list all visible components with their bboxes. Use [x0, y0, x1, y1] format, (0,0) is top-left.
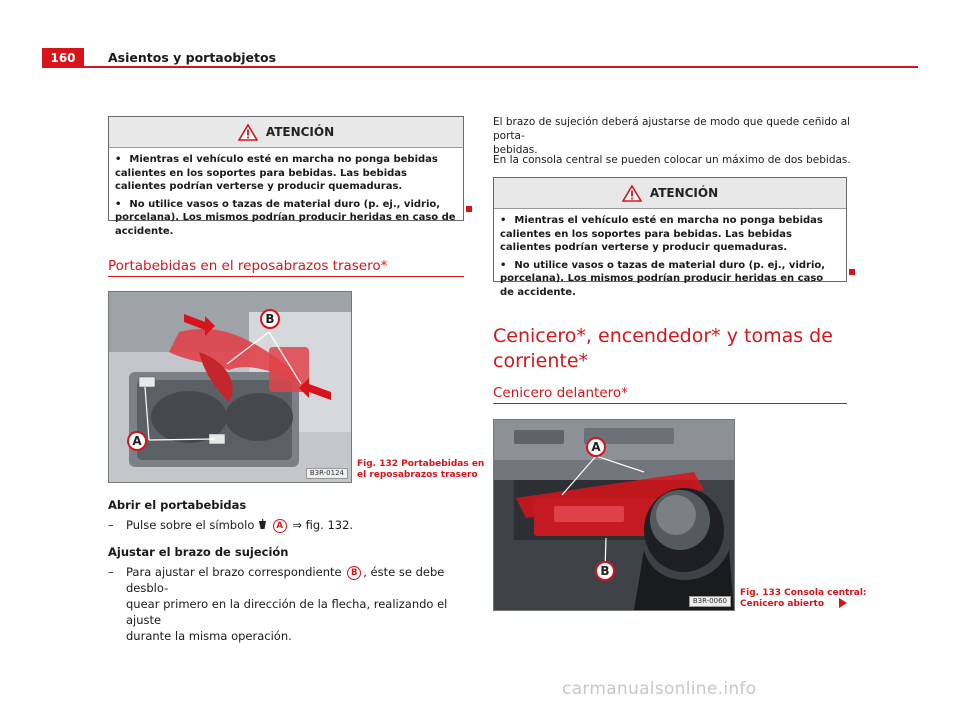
warning-body — [109, 148, 463, 246]
warning-box-right — [493, 177, 847, 298]
cupholder-illustration — [109, 292, 351, 482]
callout-b: B — [260, 309, 280, 329]
section-rule — [493, 403, 847, 404]
step-adjust-arm: – Para ajustar el brazo correspondiente B , éste se debe desblo- quear primero en la dirección de la flecha, realizando el ajuste durante la misma operación. — [108, 565, 448, 643]
warning-box-left — [108, 116, 464, 237]
cupholder-symbol-icon — [258, 519, 267, 530]
section-title-front-ashtray: Cenicero delantero* — [493, 385, 628, 401]
intro-paragraph-2: En la consola central se pueden colocar un máximo de dos bebidas. — [493, 154, 851, 166]
warning-title: ATENCIÓN — [649, 186, 719, 200]
step-open-holder: – Pulse sobre el símbolo A ⇒ fig. 132. — [108, 518, 354, 532]
end-marker-square — [849, 269, 855, 275]
page-number: 160 — [42, 48, 84, 68]
warning-header — [494, 178, 846, 209]
figure-code: B3R-0124 — [306, 468, 348, 479]
callout-b: B — [595, 561, 615, 581]
continue-arrow-icon — [839, 598, 847, 608]
callout-a: A — [586, 437, 606, 457]
figure-code: B3R-0060 — [689, 596, 731, 607]
warning-triangle-icon — [622, 185, 642, 202]
warning-title: ATENCIÓN — [265, 125, 335, 139]
ashtray-illustration — [494, 420, 734, 610]
section-title-rear-cupholder: Portabebidas en el reposabrazos trasero* — [108, 258, 388, 274]
callout-a: A — [127, 431, 147, 451]
dash: – — [108, 565, 114, 579]
subheading-open-holder: Abrir el portabebidas — [108, 498, 247, 512]
warning-item: • Mientras el vehículo esté en marcha no ponga bebidas calientes en los soportes para bebidas. Las bebidas calientes podrían verterse y producir quemaduras. — [115, 154, 438, 192]
subheading-adjust-arm: Ajustar el brazo de sujeción — [108, 545, 289, 559]
header-rule — [42, 66, 918, 68]
warning-triangle-icon — [238, 124, 258, 141]
section-rule — [108, 276, 464, 277]
intro-paragraph-1: El brazo de sujeción deberá ajustarse de modo que quede ceñido al porta- bebidas. — [493, 116, 851, 156]
chapter-title: Cenicero*, encendedor* y tomas de corriente* — [493, 325, 833, 372]
key-a: A — [273, 519, 287, 533]
warning-item: • Mientras el vehículo esté en marcha no ponga bebidas calientes en los soportes para bebidas. Las bebidas calientes podrían verterse y producir quemaduras. — [500, 215, 823, 253]
running-header-title: Asientos y portaobjetos — [108, 50, 277, 65]
watermark: carmanualsonline.info — [562, 679, 757, 699]
figure-132-caption: Fig. 132 Portabebidas en el reposabrazos trasero — [357, 459, 485, 480]
warning-item: • No utilice vasos o tazas de material duro (p. ej., vidrio, porcelana). Los mismos podrían producir heridas en caso de accidente. — [115, 198, 456, 237]
figure-133-caption: Fig. 133 Consola central: Cenicero abierto — [740, 588, 867, 609]
figure-132-rear-cupholder — [108, 291, 352, 483]
warning-item: • No utilice vasos o tazas de material duro (p. ej., vidrio, porcelana). Los mismos podrían producir heridas en caso de accidente. — [500, 259, 826, 298]
dash: – — [108, 518, 114, 532]
end-marker-square — [466, 206, 472, 212]
key-b: B — [347, 566, 361, 580]
warning-header — [109, 117, 463, 148]
figure-133-center-console — [493, 419, 735, 611]
warning-body — [494, 209, 846, 307]
